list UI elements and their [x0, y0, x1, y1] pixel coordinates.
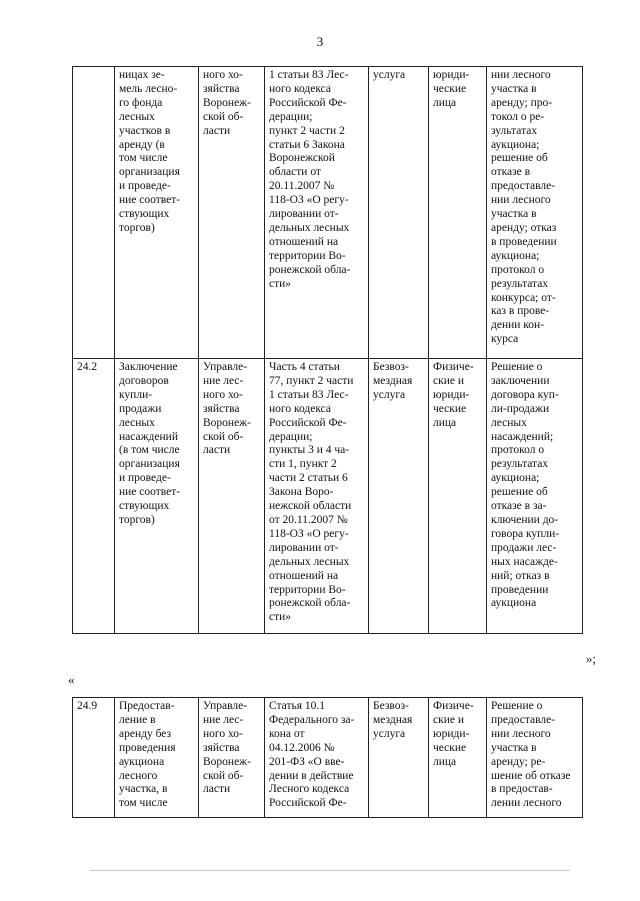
authority-cell: Управле- ние лес- ного хо- зяйства Воронеж- ской об- ласти — [199, 359, 265, 634]
service-type-cell: Безвоз- мездная услуга — [369, 359, 429, 634]
row-number-cell — [73, 67, 115, 359]
legal-basis-cell: Статья 10.1 Федерального за- кона от 04.12.2006 № 201-ФЗ «О вве- дении в действие Лесного кодекса Российской Фе- — [265, 698, 369, 818]
table-row — [73, 67, 583, 359]
recipients-cell: Физиче- ские и юриди- ческие лица — [429, 359, 487, 634]
row-number-cell: 24.9 — [73, 698, 115, 818]
table-row — [73, 698, 583, 818]
service-name-cell: ницах зе- мель лесно- го фонда лесных участков в аренду (в том числе организация и проведе- ние соответ- ствующих торгов) — [115, 67, 199, 359]
result-cell: нии лесного участка в аренду; про- токол о ре- зультатах аукциона; решение об отказе в предоставле- нии лесного участка в аренду; отказ в проведении аукциона; протокол о результатах конкурса; от- каз в прове- дении кон- курса — [487, 67, 583, 359]
result-cell: Решение о заключении договора куп- ли-продажи лесных насаждений; протокол о результатах аукциона; решение об отказе в за- ключении до- говора купли- продажи лес- ных насажде- ний; отказ в проведении аукциона — [487, 359, 583, 634]
service-name-cell: Предостав- ление в аренду без проведения аукциона лесного участка, в том числе — [115, 698, 199, 818]
page-bottom-divider — [90, 870, 570, 871]
service-name-cell: Заключение договоров купли- продажи лесных насаждений (в том числе организация и проведе- ние соответ- ствующих торгов) — [115, 359, 199, 634]
opening-quote: « — [68, 672, 75, 687]
authority-cell: ного хо- зяйства Воронеж- ской об- ласти — [199, 67, 265, 359]
service-type-cell: услуга — [369, 67, 429, 359]
service-type-cell: Безвоз- мездная услуга — [369, 698, 429, 818]
row-number-cell: 24.2 — [73, 359, 115, 634]
closing-quote: »; — [585, 651, 596, 666]
legal-basis-cell: Часть 4 статьи 77, пункт 2 части 1 статьи 83 Лес- ного кодекса Российской Фе- дерации; пункты 3 и 4 ча- сти 1, пункт 2 части 2 статьи 6 Закона Воро- нежской области от 20.11.2007 № 118-ОЗ «О регу- лировании от- дельных лесных отношений на территории Во- ронежской обла- сти» — [265, 359, 369, 634]
recipients-cell: юриди- ческие лица — [429, 67, 487, 359]
services-table-new-row — [72, 697, 583, 818]
authority-cell: Управле- ние лес- ного хо- зяйства Воронеж- ской об- ласти — [199, 698, 265, 818]
result-cell: Решение о предоставле- нии лесного участка в аренду; ре- шение об отказе в предостав- лении лесного — [487, 698, 583, 818]
legal-basis-cell: 1 статьи 83 Лес- ного кодекса Российской Фе- дерации; пункт 2 части 2 статьи 6 Закона Воронежской области от 20.11.2007 № 118-ОЗ «О регу- лировании от- дельных лесных отношений на территории Во- ронежской обла- сти» — [265, 67, 369, 359]
page-number: 3 — [316, 34, 324, 49]
services-table-continuation — [72, 66, 583, 634]
recipients-cell: Физиче- ские и юриди- ческие лица — [429, 698, 487, 818]
table-row — [73, 359, 583, 634]
